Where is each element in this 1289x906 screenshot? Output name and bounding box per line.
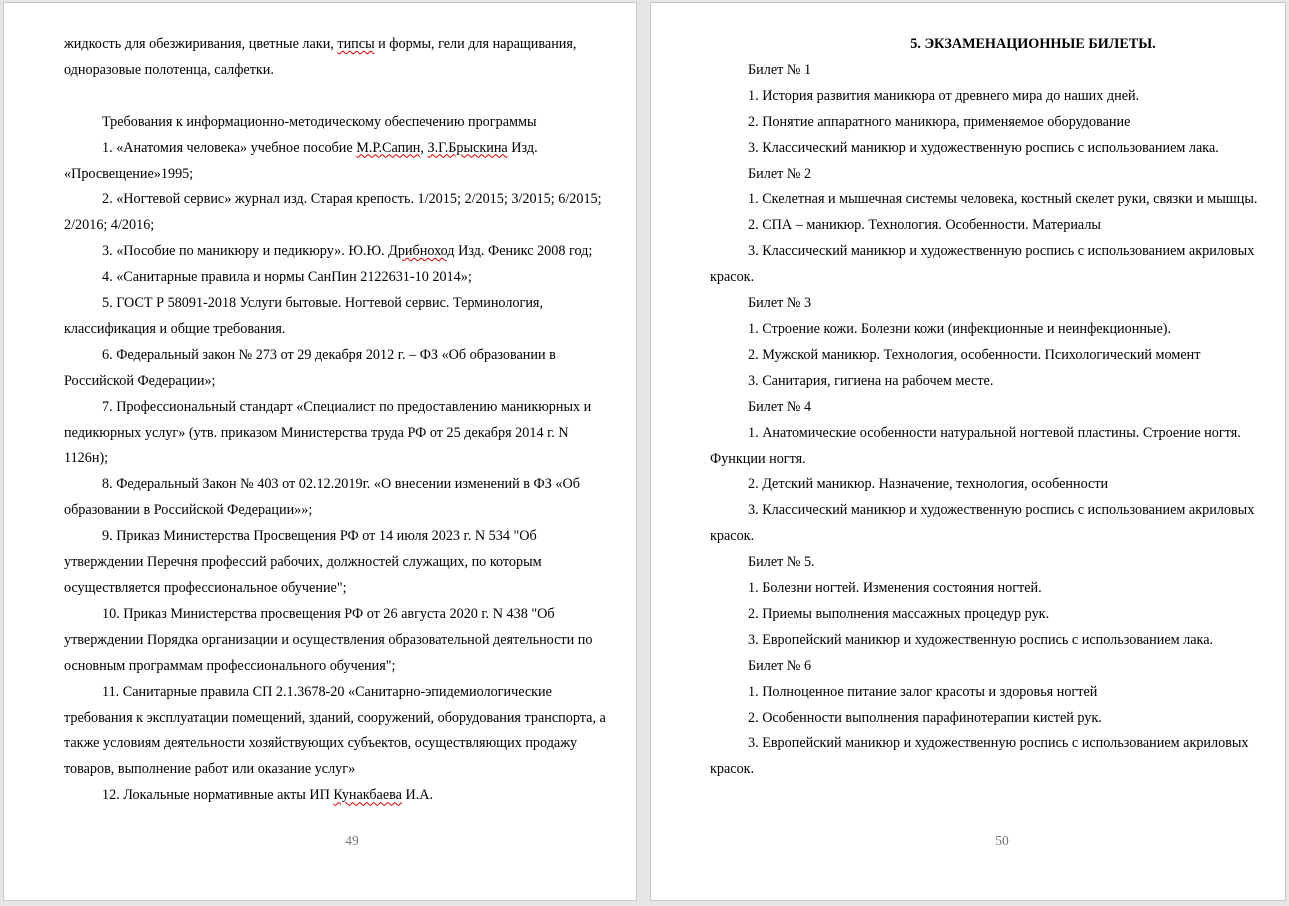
document-page-50 [650,2,1286,901]
paragraph [64,783,616,809]
text-run: 5. ГОСТ Р 58091-2018 Услуги бытовые. Ногтевой сервис. Терминология, классификация и общие требования. [64,295,543,337]
text-run: 1. Строение кожи. Болезни кожи (инфекционные и неинфекционные). [748,320,1172,337]
paragraph [710,84,1260,110]
text-run: 3. Европейский маникюр и художественную роспись с использованием лака. [748,631,1214,648]
text-run: 6. Федеральный закон № 273 от 29 декабря 2012 г. – ФЗ «Об образовании в Российской Федерации»; [64,346,556,389]
text-run: И.А. [401,787,434,804]
text-run: 1. «Анатомия человека» учебное пособие [102,139,357,156]
paragraph [710,136,1260,162]
text-run: 2. Детский маникюр. Назначение, технология, особенности [748,476,1109,493]
text-run: Билет № 4 [748,398,812,415]
text-run: 12. Локальные нормативные акты ИП [102,787,334,804]
text-run: 11. Санитарные правила СП 2.1.3678-20 «Санитарно-эпидемиологические требования к эксплуатации помещений, зданий, сооружений, оборудования транспорта, а также условиям деятельности хозяйствующих субъектов, осуществляющих продажу товаров, выполнение работ или оказание услуг» [64,683,606,778]
text-run: , [420,139,428,156]
text-run: 10. Приказ Министерства просвещения РФ от 26 августа 2020 г. N 438 "Об утверждении Порядка организации и осуществления образовательной деятельности по основным программам профессионального обучения"; [64,605,593,674]
text-run: и формы, гели для наращивания, одноразовые полотенца, салфетки. [64,36,577,78]
paragraph [64,32,616,84]
ticket-title [710,654,1260,680]
paragraph [64,291,616,343]
ticket-title [710,550,1260,576]
paragraph [64,187,616,239]
text-run: 3. Европейский маникюр и художественную роспись с использованием акриловых красок. [710,735,1249,778]
text-run: Изд. «Просвещение»1995; [64,139,538,182]
text-run: Билет № 2 [748,165,812,182]
misspelled-word: М.Р.Сапин [356,139,421,156]
text-run: Требования к информационно-методическому обеспечению программы [102,113,537,130]
text-run: 1. История развития маникюра от древнего мира до наших дней. [748,87,1140,104]
paragraph [710,472,1260,498]
text-run: 2. «Ногтевой сервис» журнал изд. Старая крепость. 1/2015; 2/2015; 3/2015; 6/2015; 2/2016; 4/2016; [64,191,602,234]
text-run: Билет № 3 [748,295,812,312]
misspelled-word: типсы [337,36,375,52]
text-run: 9. Приказ Министерства Просвещения РФ от 14 июля 2023 г. N 534 "Об утверждении Перечня профессий рабочих, должностей служащих, по которым осуществляется профессиональное обучение"; [64,528,542,597]
paragraph [710,680,1260,706]
paragraph [710,369,1260,395]
text-run: 7. Профессиональный стандарт «Специалист по предоставлению маникюрных и педикюрных услуг» (утв. приказом Министерства труда РФ от 25 декабря 2014 г. N 1126н); [64,398,592,467]
ticket-title [710,395,1260,421]
section-heading: 5. ЭКЗАМЕНАЦИОННЫЕ БИЛЕТЫ. [910,36,1156,52]
page-body [710,32,1260,783]
paragraph [710,602,1260,628]
text-run: 3. Классический маникюр и художественную роспись с использованием акриловых красок. [710,502,1255,545]
paragraph [710,213,1260,239]
text-run: 1. Болезни ногтей. Изменения состояния ногтей. [748,580,1042,597]
paragraph [710,421,1260,473]
text-run: 4. «Санитарные правила и нормы СанПин 2122631-10 2014»; [102,269,472,286]
paragraph [64,136,616,188]
text-run: 1. Полноценное питание залог красоты и здоровья ногтей [748,683,1098,700]
page-number: 50 [995,833,1009,848]
text-run: 2. Понятие аппаратного маникюра, применяемое оборудование [748,113,1131,130]
ticket-title [710,162,1260,188]
paragraph [710,239,1260,291]
text-run: жидкость для обезжиривания, цветные лаки, [64,36,338,52]
blank-line [64,84,616,110]
text-run: 2. Мужской маникюр. Технология, особенности. Психологический момент [748,346,1201,363]
text-run: Билет № 1 [748,61,812,78]
page-body [64,32,616,809]
paragraph [710,706,1260,732]
page-number: 49 [345,833,359,848]
paragraph [710,731,1260,783]
paragraph [710,343,1260,369]
document-page-49 [3,2,637,901]
text-run: 1. Скелетная и мышечная системы человека, костный скелет руки, связки и мышцы. [748,191,1258,208]
paragraph [710,498,1260,550]
paragraph [64,602,616,680]
text-run: 3. «Пособие по маникюру и педикюру». Ю.Ю. [102,243,389,260]
text-run: 1. Анатомические особенности натуральной ногтевой пластины. Строение ногтя. Функции ногтя. [710,424,1241,467]
text-run: 3. Классический маникюр и художественную роспись с использованием акриловых красок. [710,243,1255,286]
paragraph [64,110,616,136]
paragraph [710,576,1260,602]
misspelled-word: З.Г.Брыскина [427,139,508,156]
text-run: Билет № 5. [748,554,815,571]
paragraph [710,110,1260,136]
paragraph [710,317,1260,343]
paragraph [64,343,616,395]
text-run: 2. Приемы выполнения массажных процедур рук. [748,605,1050,622]
text-run: Изд. Феникс 2008 год; [454,243,593,260]
paragraph [64,395,616,473]
text-run: 8. Федеральный Закон № 403 от 02.12.2019г. «О внесении изменений в ФЗ «Об образовании в Российской Федерации»»; [64,476,580,519]
ticket-title [710,291,1260,317]
text-run: 2. Особенности выполнения парафинотерапии кистей рук. [748,709,1102,726]
paragraph [710,187,1260,213]
text-run: 2. СПА – маникюр. Технология. Особенности. Материалы [748,217,1101,234]
text-run: 3. Классический маникюр и художественную роспись с использованием лака. [748,139,1219,156]
text-run: 3. Санитария, гигиена на рабочем месте. [748,372,994,389]
paragraph [710,628,1260,654]
text-run: Билет № 6 [748,657,812,674]
ticket-title [710,58,1260,84]
misspelled-word: Кунакбаева [333,787,402,804]
misspelled-word: Дрибноход [388,243,455,260]
paragraph [64,680,616,784]
paragraph [64,239,616,265]
paragraph [64,472,616,524]
paragraph [64,524,616,602]
paragraph [64,265,616,291]
